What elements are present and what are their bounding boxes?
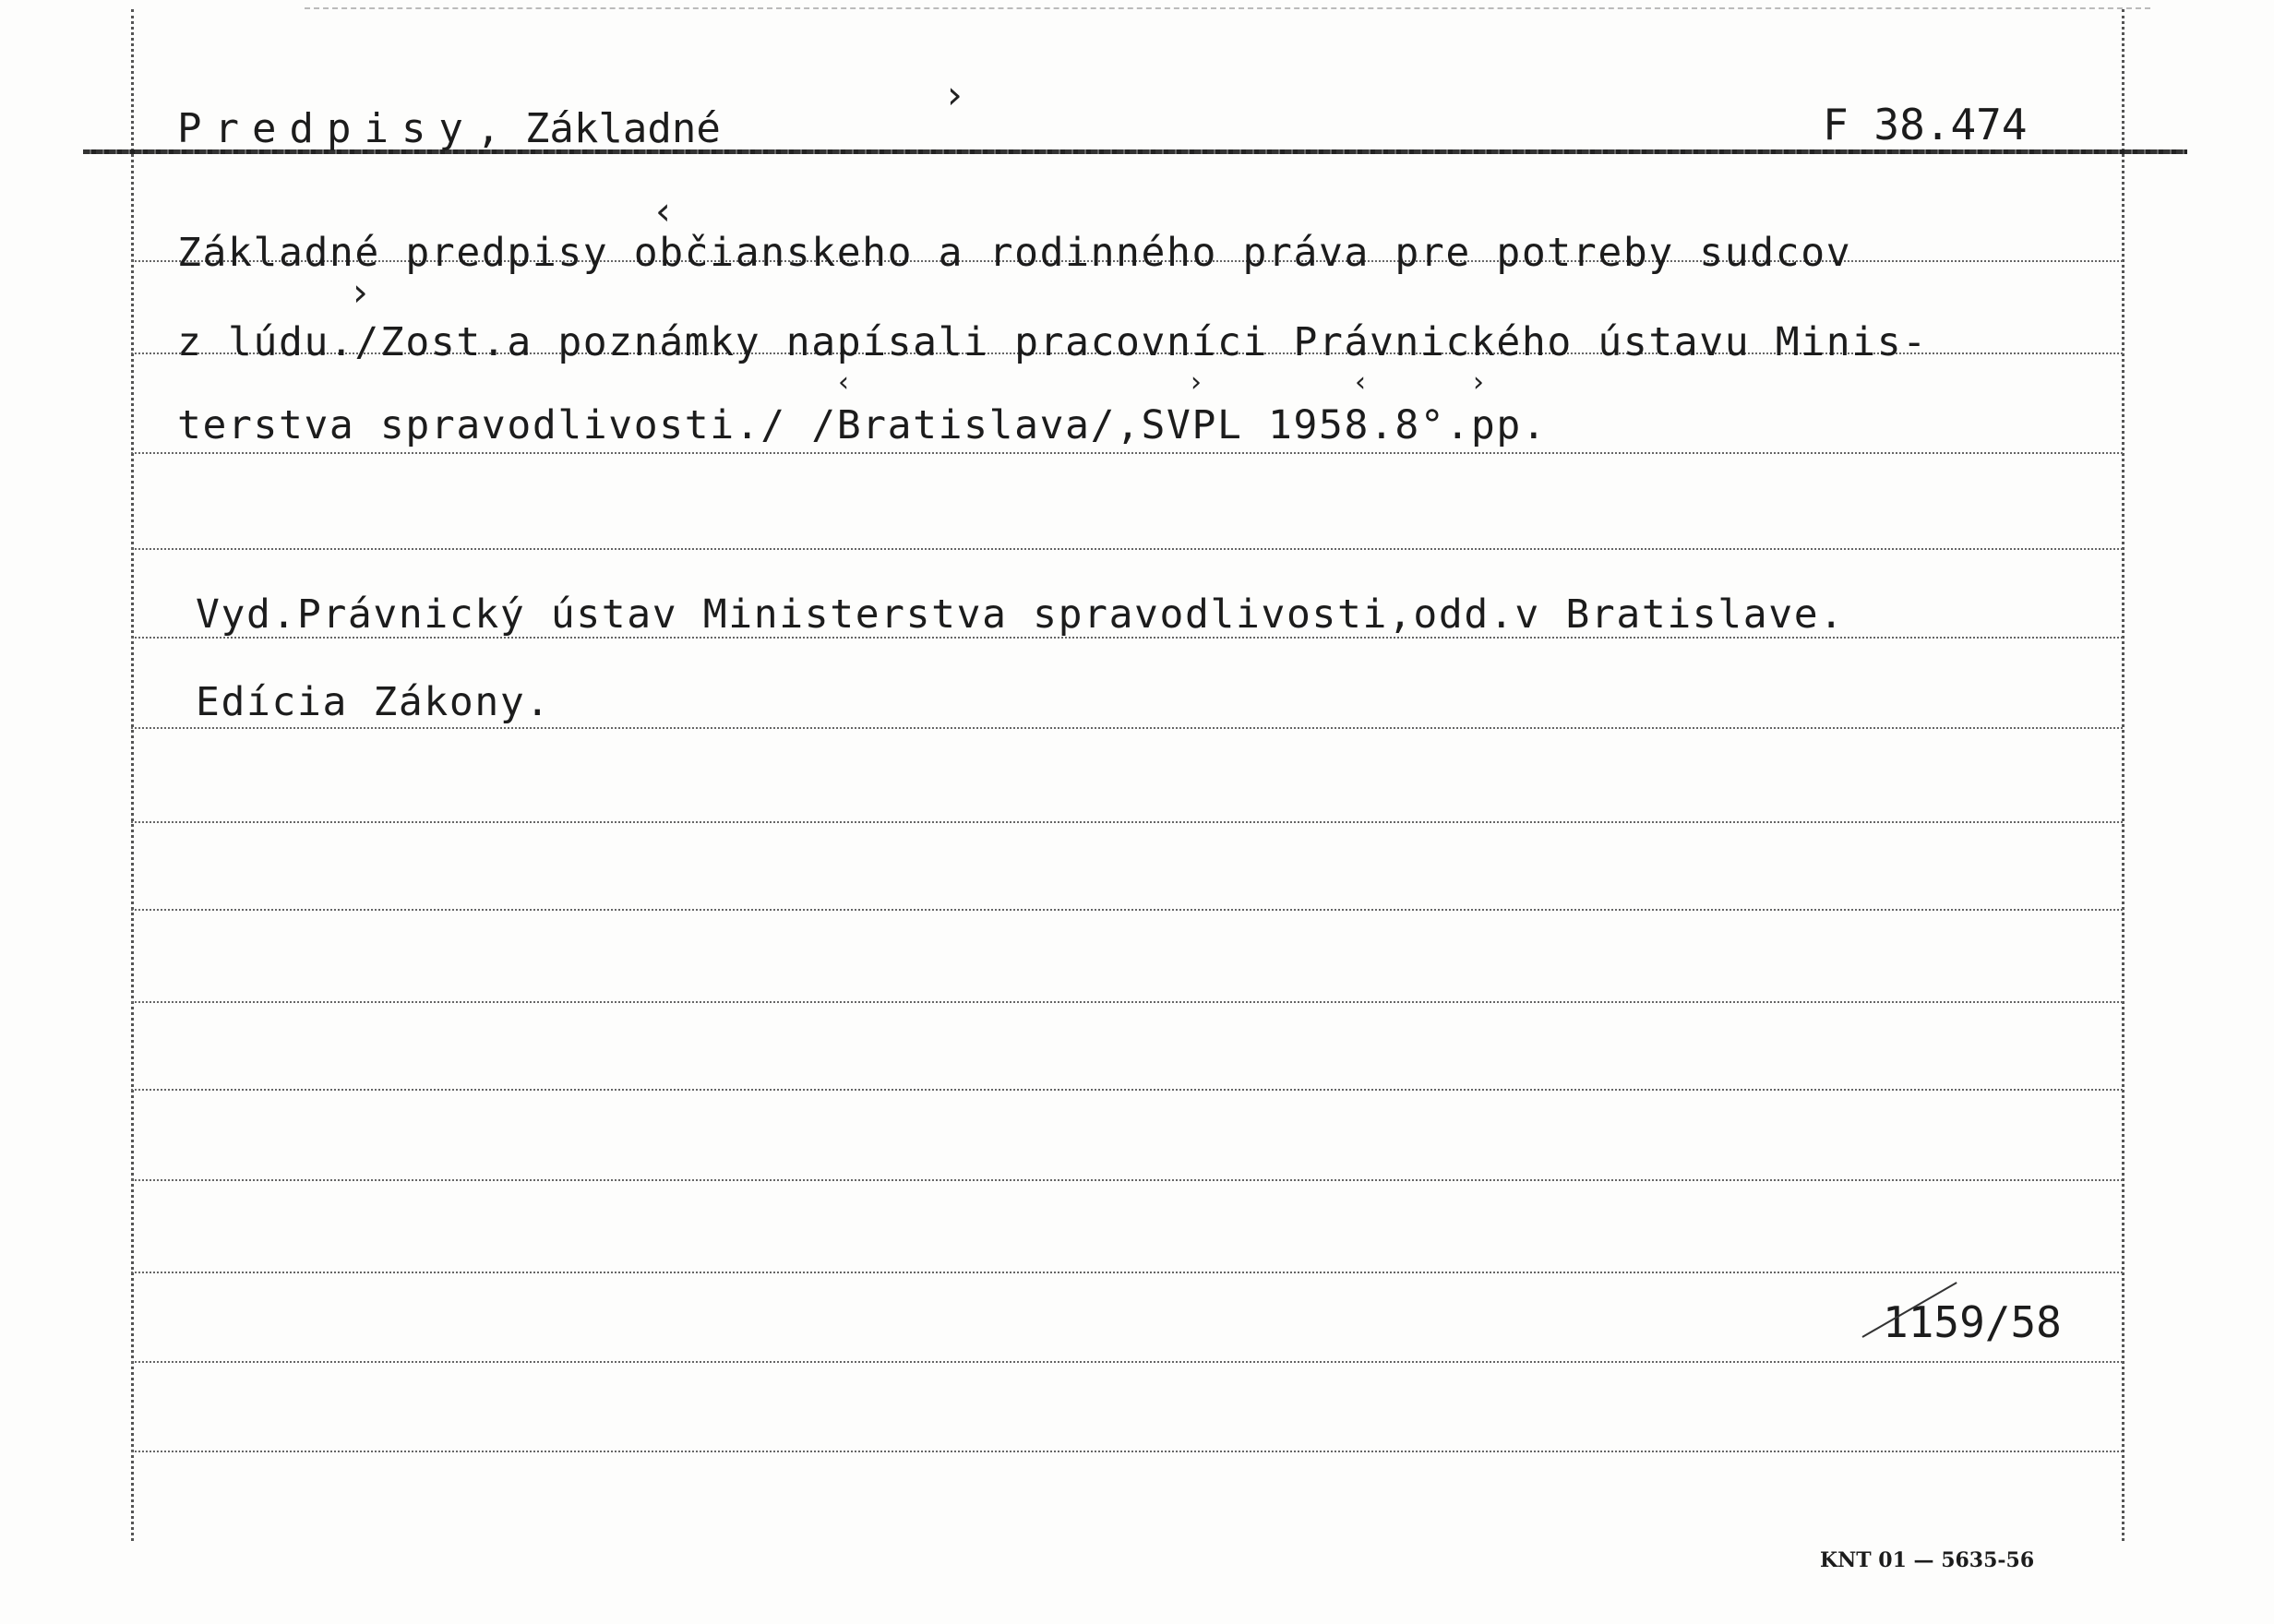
heading-rest: , Základné (475, 105, 721, 152)
proof-mark-icon: › (1473, 366, 1484, 399)
ruled-line (131, 1272, 2123, 1273)
description-line: Základné predpisy občianskeho a rodinného práva pre potreby sudcov (177, 230, 1852, 276)
ruled-line (131, 1451, 2123, 1452)
top-edge-noise (305, 7, 2150, 9)
ruled-line (131, 1179, 2123, 1181)
publisher-note: Vyd.Právnický ústav Ministerstva spravodlivosti,odd.v Bratislave. (196, 591, 1845, 638)
ruled-line (131, 909, 2123, 911)
ruled-line (131, 727, 2123, 729)
proof-mark-icon: › (353, 269, 368, 315)
call-number: F 38.474 (1823, 100, 2028, 149)
ruled-line (131, 821, 2123, 823)
ruled-line (131, 1001, 2123, 1003)
ruled-line (131, 548, 2123, 550)
form-code: KNT 01 — 5635-56 (1820, 1548, 2035, 1572)
proof-mark-icon: › (947, 72, 963, 117)
description-line: z lúdu./Zost.a poznámky napísali pracovníci Právnického ústavu Minis- (177, 319, 1928, 365)
series-note: Edícia Zákony. (196, 679, 551, 725)
proof-mark-icon: ‹ (655, 188, 671, 233)
heading-spaced: Predpisy (177, 105, 476, 152)
ruled-line (131, 1361, 2123, 1363)
description-line: terstva spravodlivosti./ /Bratislava/,SVPL 1958.8°.pp. (177, 402, 1548, 448)
accession-number: 1159/58 (1883, 1297, 2062, 1347)
heading-title (177, 105, 721, 152)
ruled-line (131, 1089, 2123, 1091)
proof-mark-icon: › (1191, 366, 1202, 399)
right-dotted-border (2122, 9, 2124, 1541)
proof-mark-icon: ‹ (1355, 366, 1366, 399)
proof-mark-icon: ‹ (838, 366, 849, 399)
left-dotted-border (131, 9, 134, 1541)
ruled-line (131, 452, 2123, 454)
